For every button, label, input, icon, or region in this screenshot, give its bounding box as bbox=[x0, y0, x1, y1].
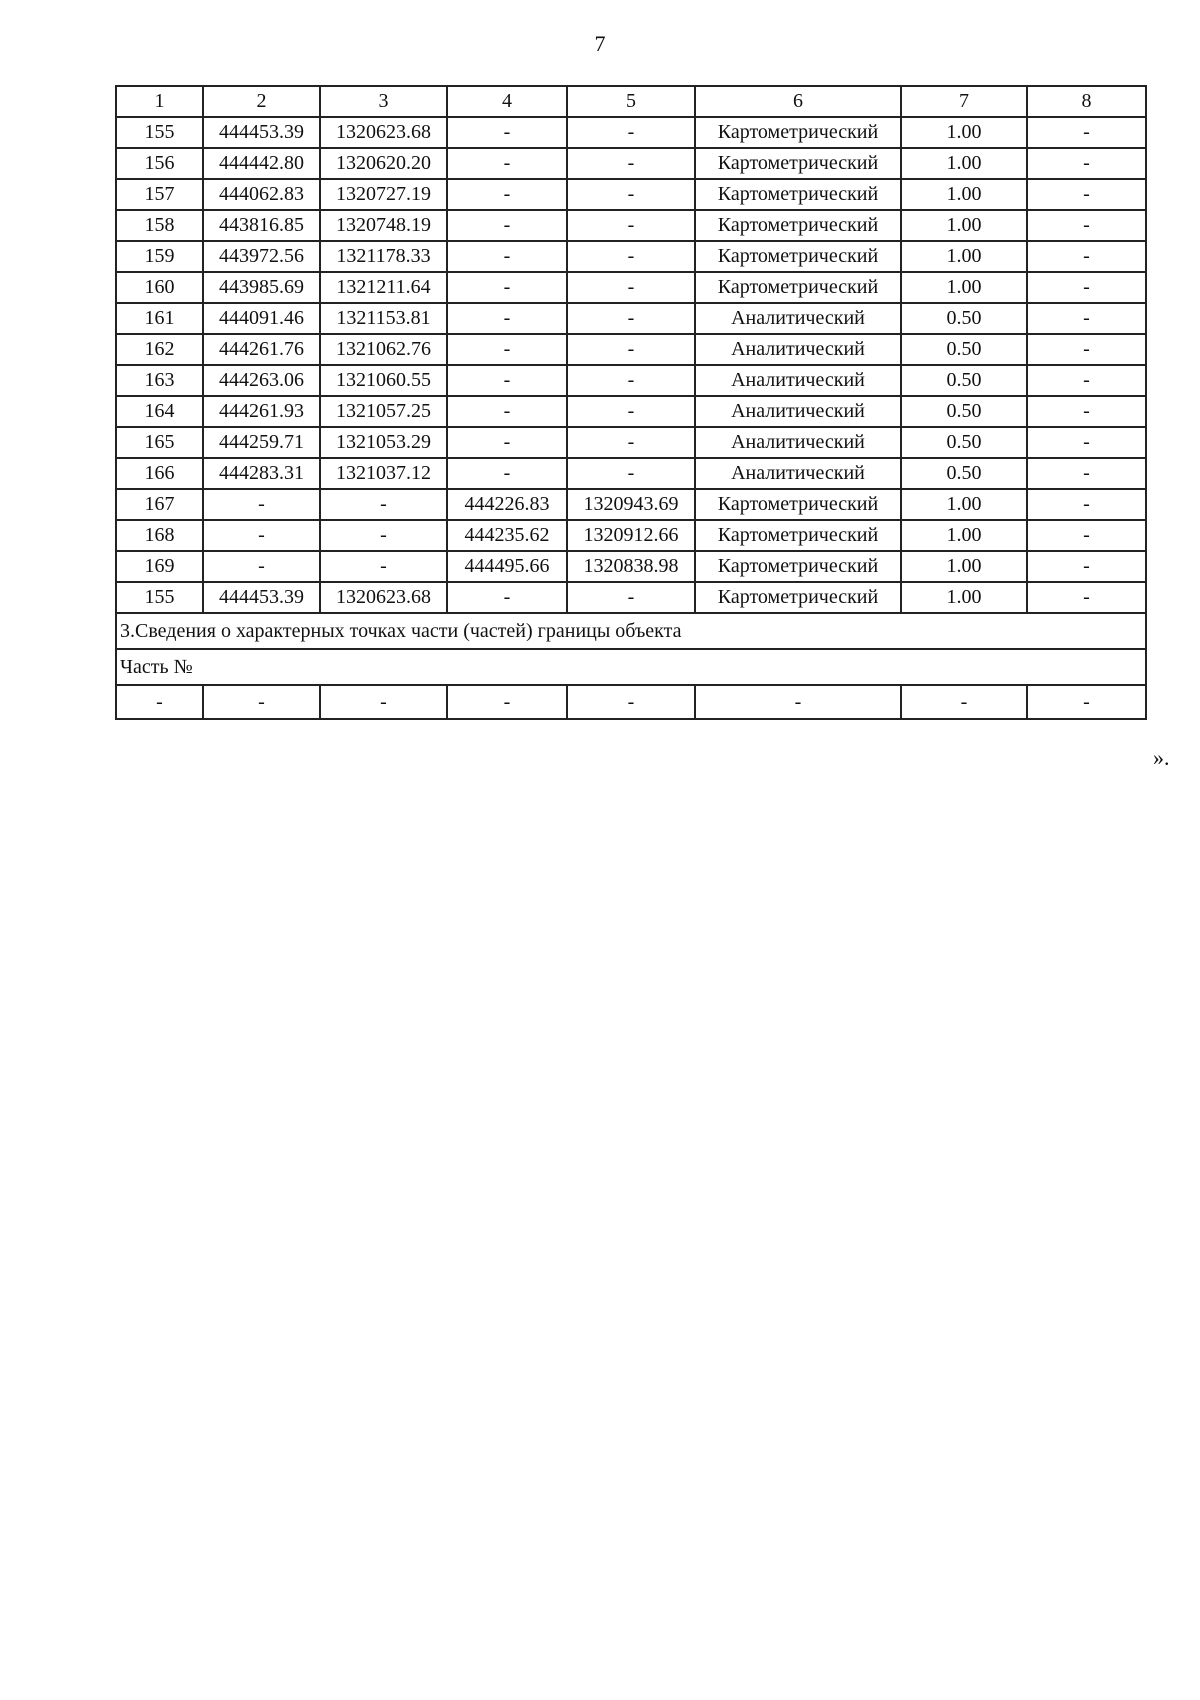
table-cell-col-8: - bbox=[1027, 148, 1146, 179]
table-cell-col-5: - bbox=[567, 365, 695, 396]
table-cell-col-8: - bbox=[1027, 551, 1146, 582]
table-cell-col-8: - bbox=[1027, 241, 1146, 272]
table-cell-col-1: 1 bbox=[116, 86, 203, 117]
table-cell-col-1: 156 bbox=[116, 148, 203, 179]
table-cell-col-1: 165 bbox=[116, 427, 203, 458]
table-cell-col-4: - bbox=[447, 334, 567, 365]
table-cell-col-1: 155 bbox=[116, 582, 203, 613]
table-cell-col-5: - bbox=[567, 685, 695, 719]
table-cell-col-5: - bbox=[567, 427, 695, 458]
table-row bbox=[116, 582, 1146, 613]
table-cell-col-7: 1.00 bbox=[901, 241, 1027, 272]
table-cell-col-4: - bbox=[447, 396, 567, 427]
table-cell-col-6: Картометрический bbox=[695, 241, 901, 272]
table-header-row bbox=[116, 86, 1146, 117]
table-row bbox=[116, 334, 1146, 365]
table-cell-col-8: - bbox=[1027, 396, 1146, 427]
table-cell-col-5: - bbox=[567, 210, 695, 241]
table-cell-col-7: 0.50 bbox=[901, 458, 1027, 489]
table-cell-col-7: - bbox=[901, 685, 1027, 719]
table-cell-col-3: 1321153.81 bbox=[320, 303, 447, 334]
table-cell-col-4: 444226.83 bbox=[447, 489, 567, 520]
table-cell-col-5: 1320838.98 bbox=[567, 551, 695, 582]
table-cell-col-7: 1.00 bbox=[901, 582, 1027, 613]
table-body bbox=[116, 86, 1146, 719]
table-cell-col-1: 163 bbox=[116, 365, 203, 396]
table-cell-col-5: 1320912.66 bbox=[567, 520, 695, 551]
table-cell-col-1: 164 bbox=[116, 396, 203, 427]
table-cell-col-3: 1321057.25 bbox=[320, 396, 447, 427]
table-row bbox=[116, 427, 1146, 458]
table-cell-col-2: 443985.69 bbox=[203, 272, 320, 303]
table-cell-col-5: - bbox=[567, 396, 695, 427]
part-label: Часть № bbox=[116, 649, 1146, 685]
table-cell-col-6: Картометрический bbox=[695, 489, 901, 520]
boundary-points-table bbox=[115, 85, 1147, 720]
table-row bbox=[116, 396, 1146, 427]
table-cell-col-7: 1.00 bbox=[901, 272, 1027, 303]
table-cell-col-3: 1320748.19 bbox=[320, 210, 447, 241]
table-cell-col-4: - bbox=[447, 210, 567, 241]
table-cell-col-6: - bbox=[695, 685, 901, 719]
table-cell-col-6: Картометрический bbox=[695, 520, 901, 551]
table-cell-col-7: 0.50 bbox=[901, 396, 1027, 427]
table-cell-col-1: 158 bbox=[116, 210, 203, 241]
table-cell-col-7: 1.00 bbox=[901, 179, 1027, 210]
table-cell-col-2: 444259.71 bbox=[203, 427, 320, 458]
table-cell-col-8: 8 bbox=[1027, 86, 1146, 117]
table-cell-col-2: 444453.39 bbox=[203, 117, 320, 148]
table-cell-col-6: Аналитический bbox=[695, 427, 901, 458]
table-cell-col-4: 444495.66 bbox=[447, 551, 567, 582]
table-cell-col-4: - bbox=[447, 685, 567, 719]
table-cell-col-1: 160 bbox=[116, 272, 203, 303]
page-number: 7 bbox=[594, 31, 606, 56]
table-cell-col-3: - bbox=[320, 551, 447, 582]
table-cell-col-8: - bbox=[1027, 272, 1146, 303]
table-cell-col-4: 4 bbox=[447, 86, 567, 117]
table-cell-col-3: 1321053.29 bbox=[320, 427, 447, 458]
table-cell-col-8: - bbox=[1027, 365, 1146, 396]
table-cell-col-6: Аналитический bbox=[695, 334, 901, 365]
table-cell-col-7: 7 bbox=[901, 86, 1027, 117]
table-cell-col-6: Картометрический bbox=[695, 179, 901, 210]
table-cell-col-2: - bbox=[203, 489, 320, 520]
table-cell-col-6: Картометрический bbox=[695, 551, 901, 582]
table-row bbox=[116, 303, 1146, 334]
table-cell-col-6: Картометрический bbox=[695, 582, 901, 613]
table-cell-col-1: 168 bbox=[116, 520, 203, 551]
table-cell-col-8: - bbox=[1027, 458, 1146, 489]
table-cell-col-4: - bbox=[447, 427, 567, 458]
table-row bbox=[116, 117, 1146, 148]
table-cell-col-4: - bbox=[447, 365, 567, 396]
table-cell-col-2: - bbox=[203, 685, 320, 719]
table-cell-col-2: - bbox=[203, 520, 320, 551]
table-cell-col-4: - bbox=[447, 303, 567, 334]
table-cell-col-3: - bbox=[320, 685, 447, 719]
table-cell-col-7: 0.50 bbox=[901, 334, 1027, 365]
table-cell-col-5: - bbox=[567, 179, 695, 210]
table-cell-col-4: - bbox=[447, 582, 567, 613]
empty-points-row bbox=[116, 685, 1146, 719]
table-cell-col-6: Картометрический bbox=[695, 210, 901, 241]
table-row bbox=[116, 272, 1146, 303]
table-cell-col-2: 444442.80 bbox=[203, 148, 320, 179]
table-cell-col-4: - bbox=[447, 241, 567, 272]
table-cell-col-2: 444283.31 bbox=[203, 458, 320, 489]
table-cell-col-1: 159 bbox=[116, 241, 203, 272]
section-title-row bbox=[116, 613, 1146, 649]
table-cell-col-1: 161 bbox=[116, 303, 203, 334]
table-cell-col-2: 444263.06 bbox=[203, 365, 320, 396]
table-cell-col-5: 1320943.69 bbox=[567, 489, 695, 520]
table-cell-col-2: 443816.85 bbox=[203, 210, 320, 241]
table-cell-col-2: 444261.93 bbox=[203, 396, 320, 427]
table-cell-col-2: 444062.83 bbox=[203, 179, 320, 210]
table-cell-col-5: - bbox=[567, 303, 695, 334]
table-cell-col-6: Картометрический bbox=[695, 117, 901, 148]
table-cell-col-6: Аналитический bbox=[695, 365, 901, 396]
table-cell-col-1: 162 bbox=[116, 334, 203, 365]
table-row bbox=[116, 241, 1146, 272]
table-cell-col-2: - bbox=[203, 551, 320, 582]
table-cell-col-5: - bbox=[567, 334, 695, 365]
table-cell-col-4: - bbox=[447, 117, 567, 148]
table-cell-col-2: 444453.39 bbox=[203, 582, 320, 613]
table-cell-col-4: 444235.62 bbox=[447, 520, 567, 551]
table-cell-col-7: 0.50 bbox=[901, 365, 1027, 396]
table-cell-col-3: 1320727.19 bbox=[320, 179, 447, 210]
table-cell-col-5: - bbox=[567, 272, 695, 303]
table-cell-col-8: - bbox=[1027, 179, 1146, 210]
table-cell-col-5: - bbox=[567, 582, 695, 613]
table-cell-col-3: 3 bbox=[320, 86, 447, 117]
table-cell-col-3: 1321178.33 bbox=[320, 241, 447, 272]
table-cell-col-3: 1321060.55 bbox=[320, 365, 447, 396]
table-cell-col-7: 1.00 bbox=[901, 117, 1027, 148]
table-cell-col-3: 1321037.12 bbox=[320, 458, 447, 489]
table-cell-col-8: - bbox=[1027, 489, 1146, 520]
table-cell-col-7: 1.00 bbox=[901, 551, 1027, 582]
table-row bbox=[116, 551, 1146, 582]
table-cell-col-1: 155 bbox=[116, 117, 203, 148]
table-cell-col-6: 6 bbox=[695, 86, 901, 117]
table-cell-col-1: 169 bbox=[116, 551, 203, 582]
table-cell-col-7: 1.00 bbox=[901, 489, 1027, 520]
table-cell-col-7: 1.00 bbox=[901, 210, 1027, 241]
table-cell-col-8: - bbox=[1027, 427, 1146, 458]
table-cell-col-6: Аналитический bbox=[695, 396, 901, 427]
table-cell-col-6: Картометрический bbox=[695, 272, 901, 303]
table-cell-col-5: - bbox=[567, 117, 695, 148]
table-cell-col-6: Аналитический bbox=[695, 458, 901, 489]
table-cell-col-4: - bbox=[447, 272, 567, 303]
part-label-row bbox=[116, 649, 1146, 685]
table-cell-col-7: 1.00 bbox=[901, 148, 1027, 179]
table-cell-col-8: - bbox=[1027, 210, 1146, 241]
table-cell-col-2: 444091.46 bbox=[203, 303, 320, 334]
table-cell-col-3: 1320623.68 bbox=[320, 117, 447, 148]
table-cell-col-6: Картометрический bbox=[695, 148, 901, 179]
table-row bbox=[116, 489, 1146, 520]
table-cell-col-8: - bbox=[1027, 303, 1146, 334]
closing-quote: ». bbox=[1153, 745, 1170, 770]
table-cell-col-1: 167 bbox=[116, 489, 203, 520]
table-cell-col-4: - bbox=[447, 458, 567, 489]
table-cell-col-8: - bbox=[1027, 520, 1146, 551]
table-cell-col-4: - bbox=[447, 148, 567, 179]
table-cell-col-3: 1321062.76 bbox=[320, 334, 447, 365]
table-row bbox=[116, 520, 1146, 551]
section-title: 3.Сведения о характерных точках части (частей) границы объекта bbox=[116, 613, 1146, 649]
table-cell-col-1: 166 bbox=[116, 458, 203, 489]
table-cell-col-8: - bbox=[1027, 117, 1146, 148]
table-row bbox=[116, 210, 1146, 241]
table-cell-col-6: Аналитический bbox=[695, 303, 901, 334]
table-cell-col-8: - bbox=[1027, 334, 1146, 365]
table-cell-col-3: 1320623.68 bbox=[320, 582, 447, 613]
table-row bbox=[116, 148, 1146, 179]
table-cell-col-5: 5 bbox=[567, 86, 695, 117]
table-cell-col-5: - bbox=[567, 241, 695, 272]
table-cell-col-2: 443972.56 bbox=[203, 241, 320, 272]
table-cell-col-7: 0.50 bbox=[901, 427, 1027, 458]
table-cell-col-3: - bbox=[320, 520, 447, 551]
table-cell-col-5: - bbox=[567, 458, 695, 489]
table-cell-col-5: - bbox=[567, 148, 695, 179]
table-cell-col-3: - bbox=[320, 489, 447, 520]
table-cell-col-3: 1320620.20 bbox=[320, 148, 447, 179]
table-cell-col-2: 444261.76 bbox=[203, 334, 320, 365]
table-cell-col-8: - bbox=[1027, 582, 1146, 613]
table-cell-col-3: 1321211.64 bbox=[320, 272, 447, 303]
table-row bbox=[116, 458, 1146, 489]
table-cell-col-1: - bbox=[116, 685, 203, 719]
table-cell-col-8: - bbox=[1027, 685, 1146, 719]
table-cell-col-7: 0.50 bbox=[901, 303, 1027, 334]
table-row bbox=[116, 365, 1146, 396]
table-cell-col-2: 2 bbox=[203, 86, 320, 117]
table-cell-col-4: - bbox=[447, 179, 567, 210]
table-cell-col-1: 157 bbox=[116, 179, 203, 210]
table-row bbox=[116, 179, 1146, 210]
table-cell-col-7: 1.00 bbox=[901, 520, 1027, 551]
